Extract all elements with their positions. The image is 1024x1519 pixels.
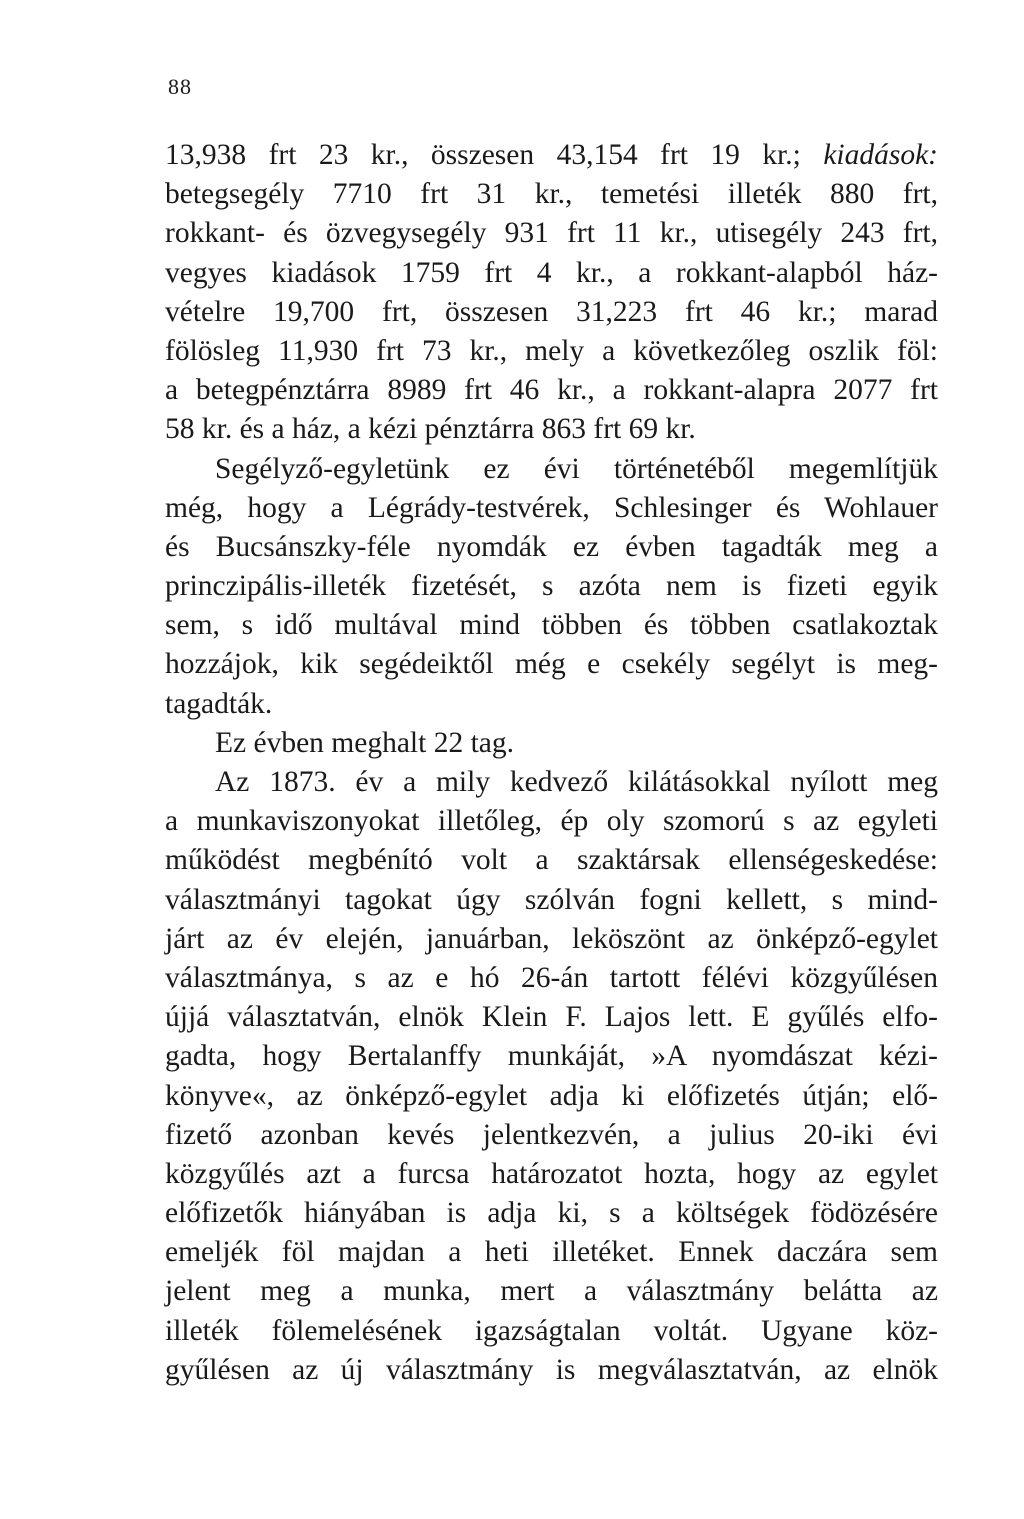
page-number: 88 bbox=[168, 74, 192, 99]
text-line: még, hogy a Légrády-testvérek, Schlesinger és Wohlauer bbox=[165, 491, 938, 524]
text-line: emeljék föl majdan a heti illetéket. Ennek daczára sem bbox=[165, 1236, 938, 1269]
text-line: könyve«, az önképző-egylet adja ki előfizetés útján; elő- bbox=[165, 1079, 938, 1112]
text-run: 13,938 frt 23 kr., összesen 43,154 frt 19 kr.; bbox=[165, 139, 824, 171]
text-line: és Bucsánszky-féle nyomdák ez évben tagadták meg a bbox=[165, 530, 938, 563]
text-line: a munkaviszonyokat illetőleg, ép oly szomorú s az egyleti bbox=[165, 805, 938, 838]
text-line: újjá választatván, elnök Klein F. Lajos lett. E gyűlés elfo- bbox=[165, 1001, 938, 1034]
text-line: előfizetők hiányában is adja ki, s a költségek födözésére bbox=[165, 1197, 938, 1230]
text-line: princzipális-illeték fizetését, s azóta nem is fizeti egyik bbox=[165, 570, 938, 603]
text-line: jelent meg a munka, mert a választmány belátta az bbox=[165, 1275, 938, 1308]
text-line: vegyes kiadások 1759 frt 4 kr., a rokkant-alapból ház- bbox=[165, 256, 938, 289]
text-line: közgyűlés azt a furcsa határozatot hozta, hogy az egylet bbox=[165, 1157, 938, 1190]
text-line: hozzájok, kik segédeiktől még e csekély segélyt is meg- bbox=[165, 648, 938, 681]
text-line: vételre 19,700 frt, összesen 31,223 frt 46 kr.; marad bbox=[165, 295, 938, 328]
text-line: fölösleg 11,930 frt 73 kr., mely a következőleg oszlik föl: bbox=[165, 334, 938, 367]
text-line: választmányi tagokat úgy szólván fogni kellett, s mind- bbox=[165, 883, 938, 916]
text-line: illeték fölemelésének igazságtalan voltát. Ugyane köz- bbox=[165, 1314, 938, 1347]
text-line: fizető azonban kevés jelentkezvén, a julius 20-iki évi bbox=[165, 1118, 938, 1151]
body-text bbox=[165, 136, 938, 1390]
paragraph-start-line: Ez évben meghalt 22 tag. bbox=[215, 726, 514, 759]
text-line: gadta, hogy Bertalanffy munkáját, »A nyomdászat kézi- bbox=[165, 1040, 938, 1073]
text-line: választmánya, s az e hó 26-án tartott félévi közgyűlésen bbox=[165, 961, 938, 994]
text-line: a betegpénztárra 8989 frt 46 kr., a rokkant-alapra 2077 frt bbox=[165, 374, 938, 407]
italic-heading: kiadások: bbox=[823, 139, 938, 171]
text-line: 58 kr. és a ház, a kézi pénztárra 863 frt 69 kr. bbox=[165, 413, 696, 446]
text-line: működést megbénító volt a szaktársak ellenségeskedése: bbox=[165, 844, 938, 877]
paragraph-start-line: Segélyző-egyletünk ez évi történetéből megemlítjük bbox=[215, 452, 938, 485]
text-line: tagadták. bbox=[165, 687, 273, 720]
paragraph-start-line: Az 1873. év a mily kedvező kilátásokkal nyílott meg bbox=[215, 766, 938, 798]
text-line bbox=[165, 136, 938, 175]
text-line: sem, s idő multával mind többen és többen csatlakoztak bbox=[165, 609, 938, 642]
text-line: betegsegély 7710 frt 31 kr., temetési illeték 880 frt, bbox=[165, 178, 938, 211]
text-line: gyűlésen az új választmány is megválasztatván, az elnök bbox=[165, 1353, 938, 1386]
text-line: járt az év elején, januárban, leköszönt az önképző-egylet bbox=[165, 922, 938, 955]
text-line: rokkant- és özvegysegély 931 frt 11 kr., utisegély 243 frt, bbox=[165, 217, 938, 250]
